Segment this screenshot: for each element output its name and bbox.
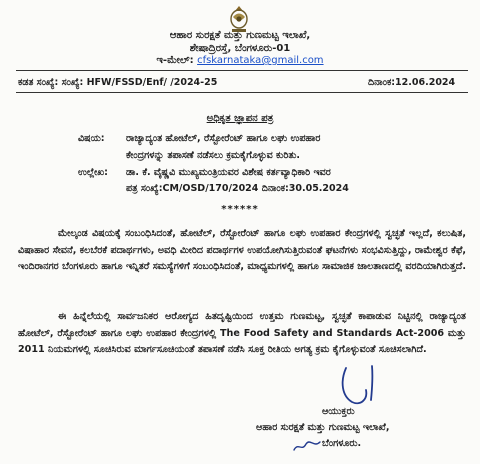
signatory-city: ಬೆಂಗಳೂರು. xyxy=(322,438,362,449)
reference-divider xyxy=(16,92,468,93)
body-paragraph-1: ಮೇಲ್ಕಂಡ ವಿಷಯಕ್ಕೆ ಸಂಬಂಧಿಸಿದಂತೆ, ಹೋಟೆಲ್, ರೆಸ್ಟೋರೆಂಟ್ ಹಾಗೂ ಲಘು ಉಪಹಾರ ಕೇಂದ್ರಗಳಲ್ಲಿ ಸ್ವಚ್ಛತೆ ಇಲ್ಲದೆ, ಕಲುಷಿತ, ವಿಷಾಹಾರ ಸೇವನೆ, ಕಲಬೆರಕೆ ಪದಾರ್ಥಗಳು, ಅವಧಿ ಮೀರಿದ ಪದಾರ್ಥಗಳ ಉಪಯೋಗಿಸುತ್ತಿರುವಂತೆ ಘಟನೆಗಳು ಸಂಭವಿಸುತ್ತಿದ್ದು, ರಾಮೇಶ್ವರ ಕೆಫೆ, ಇಂದಿರಾನಗರ ಬೆಂಗಳೂರು ಹಾಗೂ ಇನ್ನಿತರೆ ಸಮಸ್ಯೆಗಳಿಗೆ ಸಂಬಂಧಿಸಿದಂತೆ, ಮಾಧ್ಯಮಗಳಲ್ಲಿ ಹಾಗೂ ಸಾಮಾಜಿಕ ಜಾಲತಾಣದಲ್ಲಿ ವರದಿಯಾಗಿರುತ್ತದೆ. xyxy=(18,228,466,272)
notice-title: ಅಧಿಕೃತ ಜ್ಞಾಪನ ಪತ್ರ xyxy=(206,113,274,124)
letterhead-org: ಆಹಾರ ಸುರಕ್ಷತೆ ಮತ್ತು ಗುಣಮಟ್ಟ ಇಲಾಖೆ, xyxy=(169,30,311,41)
body-paragraph-2: ಈ ಹಿನ್ನೆಲೆಯಲ್ಲಿ ಸಾರ್ವಜನಿಕರ ಆರೋಗ್ಯದ ಹಿತದೃಷ್ಟಿಯಿಂದ ಉತ್ತಮ ಗುಣಮಟ್ಟ, ಸ್ವಚ್ಛತೆ ಕಾಪಾಡುವ ನಿಟ್ಟಿನಲ್ಲಿ ರಾಜ್ಯಾದ್ಯಂತ ಹೋಟೆಲ್, ರೆಸ್ಟೋರೆಂಟ್ ಹಾಗೂ ಲಘು ಉಪಹಾರ ಕೇಂದ್ರಗಳಲ್ಲಿ The Food Safety and Standards Act-2006 ಮತ್ತು 2011 ನಿಯಮಗಳಲ್ಲಿ ಸೂಚಿಸಿರುವ ಮಾರ್ಗಸೂಚಿಯಂತೆ ತಪಾಸಣೆ ನಡೆಸಿ ಸೂಕ್ತ ರೀತಿಯ ಅಗತ್ಯ ಕ್ರಮ ಕೈಗೊಳ್ಳುವಂತೆ ಸೂಚಿಸಲಾಗಿದೆ. xyxy=(18,311,466,355)
initials-mark xyxy=(290,434,324,456)
handwritten-signature xyxy=(326,362,396,408)
letterhead-email-line xyxy=(0,55,480,66)
file-number: ಕಡತ ಸಂಖ್ಯೆ: ಸಂಖ್ಯೆ: HFW/FSSD/Enf/ /2024-25 xyxy=(18,77,218,88)
reference-label: ಉಲ್ಲೇಖ: xyxy=(78,167,108,178)
letterhead-address: ಶೇಷಾದ್ರಿರಸ್ತೆ, ಬೆಂಗಳೂರು-01 xyxy=(189,43,291,54)
subject-line-2: ಕೇಂದ್ರಗಳನ್ನು ತಪಾಸಣೆ ನಡೆಸಲು ಕ್ರಮಕೈಗೊಳ್ಳುವ ಕುರಿತು. xyxy=(126,150,301,161)
email-link[interactable]: cfskarnataka@gmail.com xyxy=(197,55,324,66)
letter-date: ದಿನಾಂಕ:12.06.2024 xyxy=(368,77,456,88)
reference-line-2: ಪತ್ರ ಸಂಖ್ಯೆ:CM/OSD/170/2024 ದಿನಾಂಕ:30.05.2024 xyxy=(126,183,349,194)
email-label: ಇ-ಮೇಲ್: xyxy=(156,55,194,66)
header-divider xyxy=(16,70,468,71)
subject-line-1: ರಾಜ್ಯಾದ್ಯಂತ ಹೋಟೆಲ್, ರೆಸ್ಟೋರೆಂಟ್ ಹಾಗೂ ಲಘು ಉಪಹಾರ xyxy=(126,133,321,144)
separator-stars: ****** xyxy=(221,204,259,215)
reference-line-1: ಡಾ. ಕೆ. ವೈಷ್ಣವಿ ಮುಖ್ಯಮಂತ್ರಿಯವರ ವಿಶೇಷ ಕರ್ತವ್ಯಾಧಿಕಾರಿ ಇವರ xyxy=(126,167,331,178)
signatory-org: ಆಹಾರ ಸುರಕ್ಷತೆ ಮತ್ತು ಗುಣಮಟ್ಟ ಇಲಾಖೆ, xyxy=(256,422,390,433)
subject-label: ವಿಷಯ: xyxy=(78,133,105,144)
signatory-title: ಆಯುಕ್ತರು xyxy=(322,406,355,417)
